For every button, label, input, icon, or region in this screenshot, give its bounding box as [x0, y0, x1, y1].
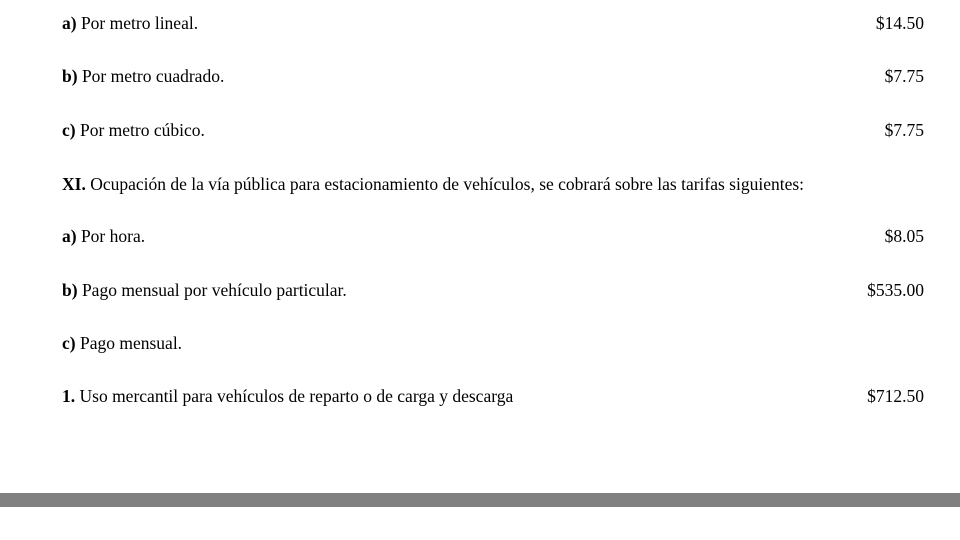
list-item: [36, 332, 924, 355]
section-text: Ocupación de la vía pública para estacionamiento de vehículos, se cobrará sobre las: [90, 174, 677, 195]
list-item-label: b): [62, 66, 78, 87]
list-item-text: Pago mensual.: [79, 333, 183, 354]
list-item-label: a): [62, 226, 77, 247]
footer-gray-strip: [0, 493, 960, 507]
list-item-text: Por metro cuadrado.: [81, 66, 225, 87]
list-item-label: a): [62, 13, 77, 33]
list-item-label: 1.: [62, 386, 76, 407]
list-item: [36, 385, 924, 408]
list-item-text: Por metro lineal.: [80, 13, 199, 33]
list-item-amount: $8.05: [884, 226, 924, 247]
list-item: [36, 119, 924, 142]
list-item: [36, 65, 924, 88]
page-footer-bar: [0, 493, 960, 540]
section-paragraph: [36, 172, 924, 197]
list-item-text: Pago mensual por vehículo particular.: [81, 279, 347, 300]
list-item-text: Por hora.: [80, 226, 146, 247]
footer-white-strip: [0, 507, 960, 540]
list-item-amount: $7.75: [884, 119, 924, 140]
list-item-label: c): [62, 333, 76, 354]
section-text-continuation: tarifas siguientes:: [681, 174, 805, 195]
list-item-amount: $712.50: [867, 386, 924, 407]
list-item-label: b): [62, 279, 78, 300]
list-item-amount: $7.75: [884, 66, 924, 87]
list-item-text: Uso mercantil para vehículos de reparto o de carga y descarga: [79, 386, 514, 407]
list-item: [36, 279, 924, 302]
list-item-amount: $535.00: [867, 279, 924, 300]
list-item: [36, 12, 924, 35]
list-item-label: c): [62, 119, 76, 140]
list-item-text: Por metro cúbico.: [79, 119, 205, 140]
list-item: [36, 225, 924, 248]
list-item-amount: $14.50: [875, 13, 924, 33]
section-label: XI.: [62, 174, 86, 195]
